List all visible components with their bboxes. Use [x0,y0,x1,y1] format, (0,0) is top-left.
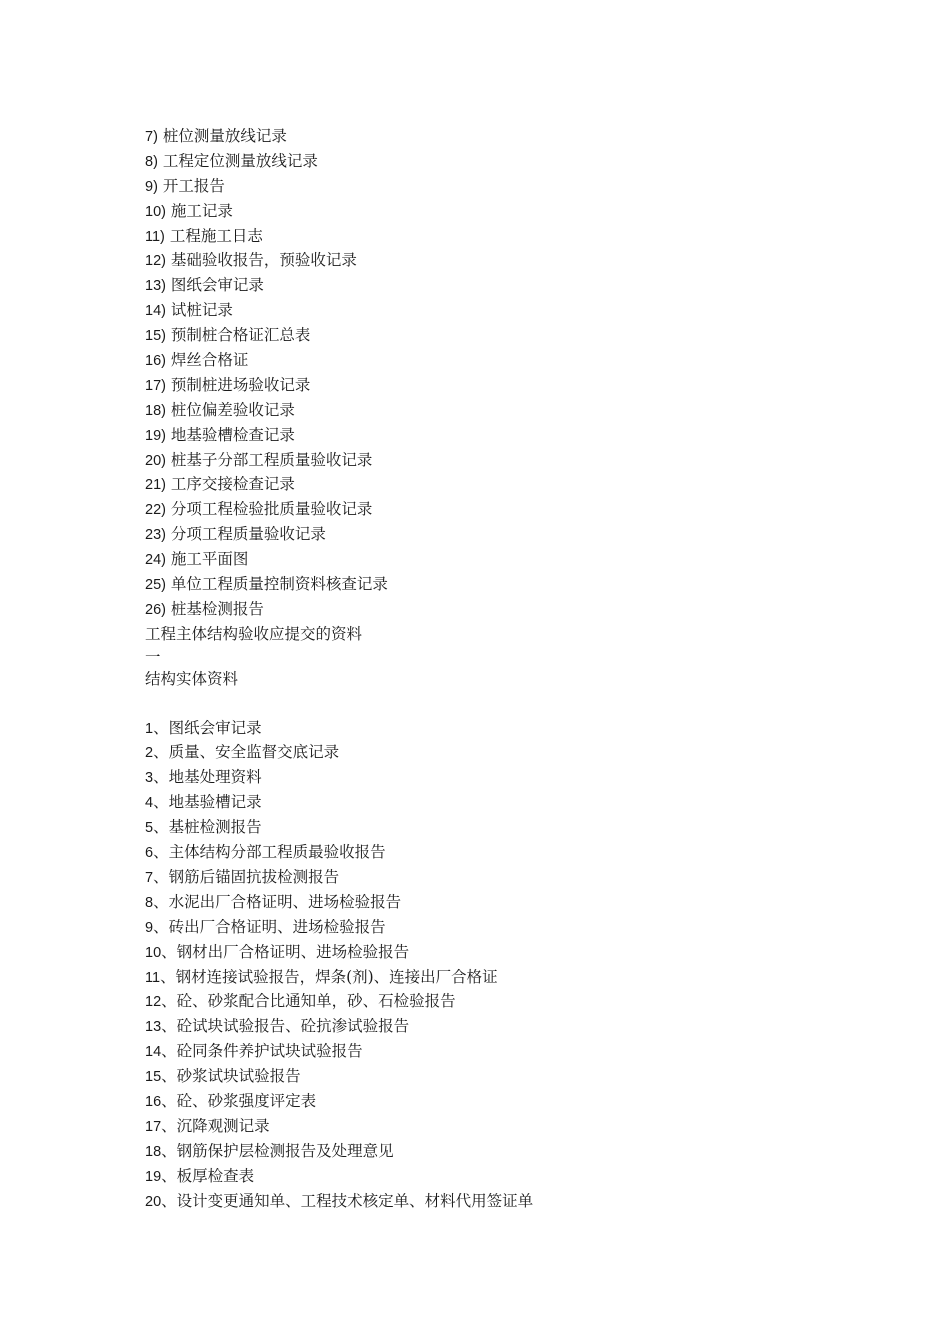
list-item-number: 10 [145,944,162,961]
list-item [145,890,845,915]
list-item-number: 23) [145,527,166,544]
list-item [145,865,845,890]
list-item-number: 25) [145,577,166,594]
list-item [145,815,845,840]
list-item-number: 15) [145,328,166,345]
list-item [145,765,845,790]
list-item-number: 9) [145,178,158,195]
list-item [145,398,845,423]
list-item [145,1064,845,1089]
list-item [145,790,845,815]
list-item-text: 、钢筋保护层检测报告及处理意见 [161,1141,394,1160]
list-item [145,716,845,741]
list-item [145,323,845,348]
list-item [145,522,845,547]
list-item-text: 预制桩进场验收记录 [170,375,311,394]
list-item-text: 、钢材出厂合格证明、进场检验报告 [161,942,410,961]
list-item-text: 试桩记录 [170,301,233,320]
list-item-text: 、设计变更通知单、工程技术核定单、材料代用签证单 [161,1191,534,1210]
list-item-text: 、主体结构分部工程质最验收报告 [153,843,386,862]
list-item-text: 开工报告 [162,176,225,195]
list-item-text: 工程施工日志 [169,226,263,245]
list-item [145,124,845,149]
list-item-number: 22) [145,502,166,519]
list-item [145,1039,845,1064]
list-item [145,224,845,249]
list-item-text: 桩位偏差验收记录 [170,400,295,419]
list-item-number: 13) [145,278,166,295]
list-item-number: 6 [145,845,154,862]
list-item-text: 、钢材连接试验报告，焊条(剂)、连接出厂合格证 [160,967,498,986]
list-item-number: 11) [145,228,165,245]
list-item-number: 12) [145,253,166,270]
list-item-text: 焊丝合格证 [170,351,249,370]
list-item-number: 7) [145,129,158,145]
list-item [145,1089,845,1114]
list-item-number: 8 [145,894,154,911]
list-item-number: 20 [145,1193,162,1210]
list-item-text: 、沉降观测记录 [161,1116,270,1135]
list-item-number: 14 [145,1044,162,1061]
section-title: 工程主体结构验收应提交的资料 [145,624,363,643]
list-item-number: 9 [145,919,154,936]
list-item-text: 桩基子分部工程质量验收记录 [170,450,373,469]
list-item [145,915,845,940]
list-item-text: 分项工程检验批质量验收记录 [170,500,373,519]
list-item-number: 7 [145,869,154,886]
list-item-number: 18 [145,1143,162,1160]
list-item-number: 19 [145,1168,162,1185]
list-item-text: 、图纸会审记录 [153,718,262,737]
list-item [145,423,845,448]
list-item [145,989,845,1014]
list-item-number: 18) [145,402,166,419]
list-item-text: 施工平面图 [170,550,249,569]
list-item [145,472,845,497]
list-item [145,1164,845,1189]
list-item-text: 、基桩检测报告 [153,818,262,837]
list-item-text: 工序交接检查记录 [170,475,295,494]
section-subtitle: 结构实体资料 [145,669,239,688]
list-item-number: 15 [145,1069,162,1086]
pile-foundation-records-list [145,124,845,622]
list-item [145,248,845,273]
list-item-number: 2 [145,745,154,762]
list-item-text: 预制桩合格证汇总表 [170,326,311,345]
list-item [145,1189,845,1214]
list-item-number: 12 [145,994,162,1011]
list-item-number: 17) [145,377,166,394]
list-item-number: 5 [145,820,154,837]
list-item-number: 17 [145,1118,162,1135]
list-item-number: 8) [145,153,158,170]
document-page [145,124,845,1213]
list-item-text: 、钢筋后锚固抗拔检测报告 [153,867,340,886]
list-item-text: 、砼、砂浆强度评定表 [161,1091,317,1110]
list-item [145,174,845,199]
list-item-text: 、砼同条件养护试块试验报告 [161,1042,363,1061]
list-item [145,298,845,323]
list-item-number: 24) [145,552,166,569]
list-item [145,149,845,174]
list-item-number: 14) [145,303,166,320]
list-item-text: 、水泥出厂合格证明、进场检验报告 [153,892,402,911]
section-marker: 一 [145,647,161,666]
list-item-number: 21) [145,477,166,494]
list-item [145,547,845,572]
list-item-number: 13 [145,1019,162,1036]
list-item-text: 、砼试块试验报告、砼抗渗试验报告 [161,1017,410,1036]
list-item-number: 1 [145,720,154,737]
list-item-number: 19) [145,427,166,444]
list-item [145,348,845,373]
list-item [145,1114,845,1139]
list-item-text: 、砂浆试块试验报告 [161,1067,301,1086]
list-item-text: 、地基处理资料 [153,768,262,787]
list-item-number: 16) [145,353,166,370]
list-item-text: 、质量、安全监督交底记录 [153,743,340,762]
list-item [145,373,845,398]
list-item-text: 、砼、砂浆配合比通知单，砂、石检验报告 [161,992,456,1011]
list-item [145,497,845,522]
list-item-number: 20) [145,452,166,469]
list-item [145,199,845,224]
list-item-text: 图纸会审记录 [170,276,264,295]
list-item-text: 单位工程质量控制资料核查记录 [170,575,388,594]
list-item-number: 10) [145,203,166,220]
list-item [145,597,845,622]
list-item-text: 基础验收报告，预验收记录 [170,251,357,270]
list-item-number: 3 [145,770,154,787]
list-item [145,840,845,865]
list-item [145,965,845,990]
list-item [145,1014,845,1039]
list-item-text: 桩位测量放线记录 [162,127,287,145]
list-item-text: 、砖出厂合格证明、进场检验报告 [153,917,386,936]
list-item-number: 11 [145,969,161,986]
list-item-number: 16 [145,1093,162,1110]
list-item [145,273,845,298]
list-item [145,740,845,765]
list-item [145,1139,845,1164]
list-item-number: 4 [145,795,154,812]
list-item-text: 、板厚检查表 [161,1166,255,1185]
list-item-text: 桩基检测报告 [170,599,264,618]
list-item [145,572,845,597]
list-item-text: 、地基验槽记录 [153,793,262,812]
structure-materials-list [145,716,845,1214]
list-item-number: 26) [145,601,166,618]
list-item-text: 分项工程质量验收记录 [170,525,326,544]
list-item-text: 工程定位测量放线记录 [162,151,318,170]
list-item [145,940,845,965]
list-item [145,448,845,473]
list-item-text: 施工记录 [170,201,233,220]
blank-line [145,692,845,716]
list-item-text: 地基验槽检查记录 [170,425,295,444]
